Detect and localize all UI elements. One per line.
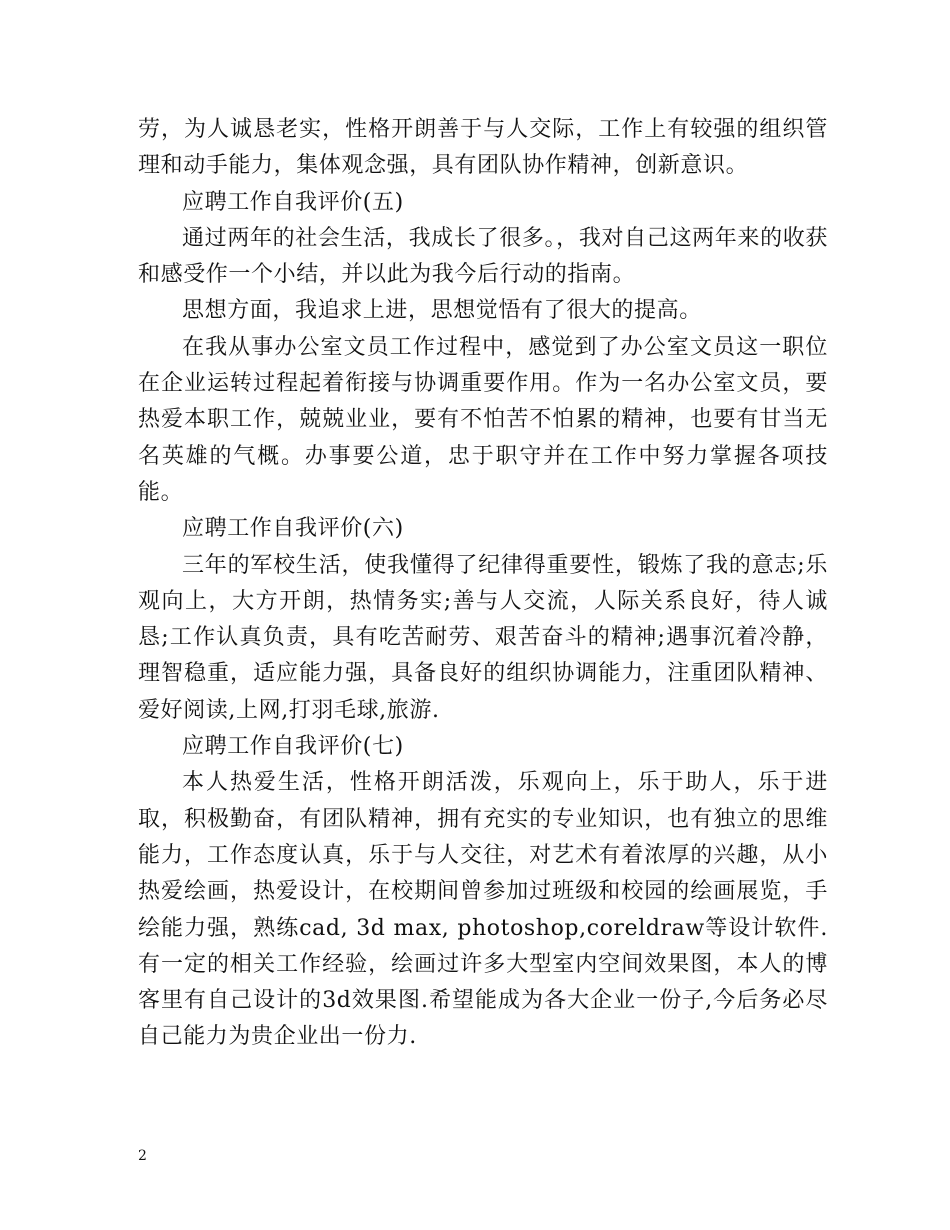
section-heading-5: 应聘工作自我评价(五) bbox=[182, 189, 404, 215]
paragraph-continuation: 劳，为人诚恳老实，性格开朗善于与人交际，工作上有较强的组织管理和动手能力，集体观念强，具有团队协作精神，创新意识。 bbox=[138, 117, 828, 179]
paragraph: 本人热爱生活，性格开朗活泼，乐观向上，乐于助人，乐于进取，积极勤奋，有团队精神，拥有充实的专业知识，也有独立的思维能力，工作态度认真，乐于与人交往，对艺术有着浓厚的兴趣，从小热爱绘画，热爱设计，在校期间曾参加过班级和校园的绘画展览，手绘能力强，熟练cad, 3d max, photoshop,coreldraw等设计软件.有一定的相关工作经验，绘画过许多大型室内空间效果图，本人的博客里有自己设计的3d效果图.希望能成为各大企业一份子,今后务必尽自己能力为贵企业出一份力. bbox=[138, 770, 828, 1050]
paragraph: 三年的军校生活，使我懂得了纪律得重要性，锻炼了我的意志;乐观向上，大方开朗，热情务实;善与人交流，人际关系良好，待人诚恳;工作认真负责，具有吃苦耐劳、艰苦奋斗的精神;遇事沉着冷静，理智稳重，适应能力强，具备良好的组织协调能力，注重团队精神、爱好阅读,上网,打羽毛球,旅游. bbox=[138, 552, 828, 723]
section-heading-6: 应聘工作自我评价(六) bbox=[182, 516, 404, 542]
section-heading-7: 应聘工作自我评价(七) bbox=[182, 734, 404, 760]
page-number: 2 bbox=[138, 1148, 147, 1164]
paragraph: 通过两年的社会生活，我成长了很多。，我对自己这两年来的收获和感受作一个小结，并以此为我今后行动的指南。 bbox=[138, 225, 828, 288]
paragraph: 在我从事办公室文员工作过程中，感觉到了办公室文员这一职位在企业运转过程起着衔接与协调重要作用。作为一名办公室文员，要热爱本职工作，兢兢业业，要有不怕苦不怕累的精神，也要有甘当无名英雄的气概。办事要公道，忠于职守并在工作中努力掌握各项技能。 bbox=[138, 334, 828, 505]
document-body bbox=[138, 112, 828, 1056]
paragraph: 思想方面，我追求上进，思想觉悟有了很大的提高。 bbox=[182, 298, 702, 324]
